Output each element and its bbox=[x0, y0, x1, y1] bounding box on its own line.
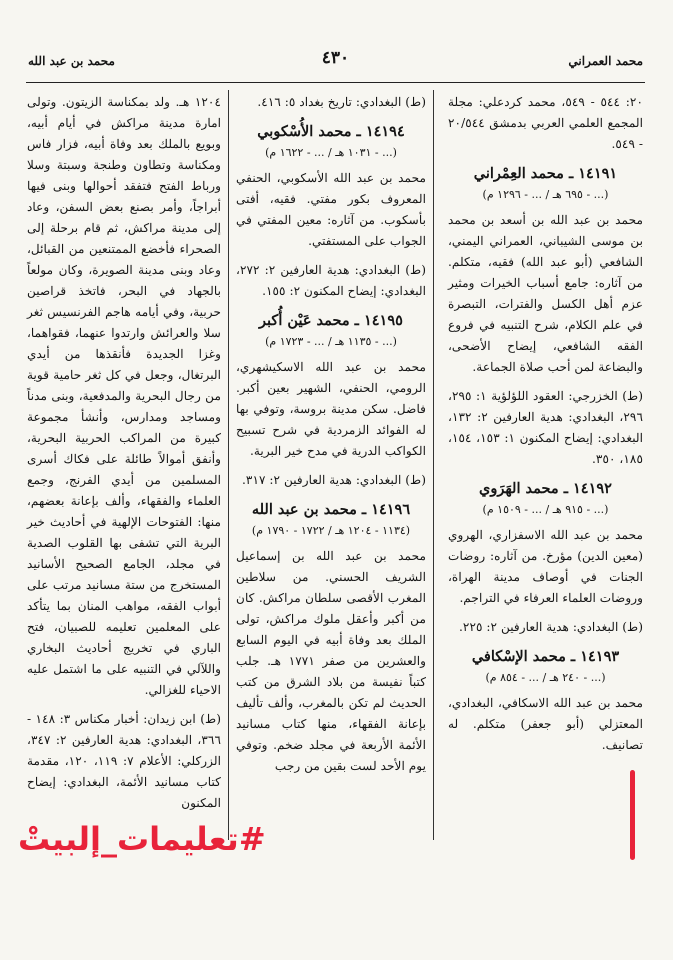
entry-14192 bbox=[448, 478, 643, 638]
entry-dates: (... - ١٠٣١ هـ / ... - ١٦٢٢ م) bbox=[265, 146, 397, 159]
entry-references: (ط) البغدادي: هدية العارفين ٢: ٢٢٥. bbox=[459, 620, 643, 634]
entry-14194 bbox=[236, 121, 426, 302]
entry-references: (ط) البغدادي: هدية العارفين ٢: ٢٧٢، البغدادي: إيضاح المكنون ٢: ١٥٥. bbox=[236, 263, 426, 298]
entry-references: (ط) الخزرجي: العقود اللؤلؤية ١: ٢٩٥، ٢٩٦، البغدادي: هدية العارفين ٢: ١٣٢، البغدادي: إيضاح المكنون ١: ١٥٣، ١٥٤، ١٨٥، ٣٥٠. bbox=[448, 389, 644, 466]
entry-body: محمد بن عبد الله بن أسعد بن محمد بن موسى الشيباني، العمراني اليمني، الشافعي (أبو عبد الله) فقيه، متكلم. من آثاره: جامع أسباب الخيرات ومثير عزم أهل الكسل والفترات، التبصرة في علم الكلام، شرح التنبيه في فروع الفقه الشافعي، إيضاح الأضحى، والبضاعة لمن أحب صلاة الجماعة. bbox=[448, 213, 643, 374]
entry-dates: (... - ٩١٥ هـ / ... - ١٥٠٩ م) bbox=[482, 503, 609, 516]
column-divider-right bbox=[433, 90, 434, 840]
entry-body: محمد بن عبد الله الاسكافي، البغدادي، المعتزلي (أبو جعفر) متكلم. له تصانيف. bbox=[448, 696, 643, 752]
page-header bbox=[28, 46, 643, 74]
entry-14196-continued-body: ١٢٠٤ هـ. ولد بمكناسة الزيتون. وتولى امارة مدينة مراكش في أيام أبيه، وبويع بالملك بعد وفاة أبيه، فزار فاس ومكناسة وتطاون وطنجة وسبتة وسلا ورباط الفتح فتفقد أحوالها وبنى فيها أبراجاً، وأمر بصنع بعض السفن، وعاد إلى مدينة مراكش، ثم قام برحلة إلى الصحراء فأخضع الممتنعين من القبائل، وعاد وبنى مدينة الصويرة، وكان مولعاً بالجهاد في البحر، فاتخذ قراصين حربية، وفي أيامه هاجم الفرنسيس ثغر سلا والعرائش وارتدوا عنهما، فقواهما، وغزا الجديدة فأنقذها من أيدي البرتغال، وجعل في كل ثغر حامية قوية من رجال البحرية والمدفعية، وبنى مدناً ومساجد ومدارس، وأنشأ مجموعة كبيرة من المراكب الحربية البحرية، وأنفق أموالاً طائلة على فكاك أسرى المسلمين من أيدي الفرنج، وجمع العلماء والفقهاء، وألف بإعانة بعضهم، منها: الفتوحات الإلهية في أحاديث خير البرية التي تشفى بها القلوب الصدية في مجلد، الجامع الصحيح الأسانيد المستخرج من ستة مسانيد مرتب على أبواب الفقه، مواهب المنان بما يتأكد على المعلمين تعليمه للصبيان، فتح الباري في تخريج أحاديث البخاري واللآلي في التنبيه على ما اشتمل عليه الاحياء للغزالي. bbox=[27, 95, 221, 697]
entry-body: محمد بن عبد الله الاسفزاري، الهروي (معين الدين) مؤرخ. من آثاره: روضات الجنات في أوصاف مدينة الهراة، وروضات العلماء العرفاء في التراجم. bbox=[448, 528, 643, 605]
hashtag-watermark: #تعليمات_إلبيتْ bbox=[18, 820, 266, 858]
entry-title: ١٤١٩٤ ـ محمد الأُسْكوبي bbox=[257, 123, 405, 140]
entry-title: ١٤١٩٣ ـ محمد الإسْكافي bbox=[471, 648, 620, 665]
entry-dates: (... - ٢٤٠ هـ / ... - ٨٥٤ م) bbox=[485, 671, 606, 684]
entry-title: ١٤١٩٢ ـ محمد الهَرَوي bbox=[479, 480, 612, 497]
continued-reference: (ط) البغدادي: تاريخ بغداد ٥: ٤١٦. bbox=[257, 95, 426, 109]
header-rule bbox=[26, 82, 645, 83]
entry-title: ١٤١٩٦ ـ محمد بن عبد الله bbox=[251, 501, 411, 518]
entry-dates: (... - ٦٩٥ هـ / ... - ١٢٩٦ م) bbox=[482, 188, 609, 201]
entry-14193 bbox=[448, 646, 643, 756]
entry-references: (ط) ابن زيدان: أخبار مكناس ٣: ١٤٨ - ٣٦٦، البغدادي: هدية العارفين ٢: ٣٤٧، الزركلي: الأعلام ٧: ١١٩، ١٢٠، مقدمة كتاب مسانيد الأئمة، البغدادي: إيضاح المكنون bbox=[27, 712, 222, 810]
running-head-right: محمد العمراني bbox=[568, 54, 643, 68]
column-divider-left bbox=[228, 90, 229, 840]
entry-14196 bbox=[236, 499, 426, 777]
column-left bbox=[27, 92, 221, 822]
entry-14191 bbox=[448, 163, 643, 470]
column-right bbox=[448, 92, 643, 764]
entry-title: ١٤١٩٥ ـ محمد عَيْن أُكبر bbox=[259, 312, 403, 329]
continued-reference: ٢٠: ٥٤٤ - ٥٤٩، محمد كردعلي: مجلة المجمع العلمي العربي بدمشق ٢٠/٥٤٤ - ٥٤٩. bbox=[448, 95, 643, 151]
entry-dates: (١١٣٤ - ١٢٠٤ هـ / ١٧٢٢ - ١٧٩٠ م) bbox=[251, 524, 411, 537]
entry-references: (ط) البغدادي: هدية العارفين ٢: ٣١٧. bbox=[242, 473, 426, 487]
entry-body: محمد بن عبد الله الاسكيشهري، الرومي، الحنفي، الشهير بعين أكبر. فاضل. سكن مدينة بروسة، وتوفي بها له الفوائد الزمردية في شرح تسبيح الكواكب الدرية في مدح خير البرية. bbox=[236, 360, 426, 458]
red-marker-line bbox=[630, 770, 635, 860]
running-head-left: محمد بن عبد الله bbox=[28, 54, 115, 68]
entry-body: محمد بن عبد الله الأسكوبي، الحنفي المعروف بكور مفتي. فقيه، أفتى بأسكوب. من آثاره: معين المفتي في الجواب على المستفتي. bbox=[236, 171, 426, 248]
entry-dates: (... - ١١٣٥ هـ / ... - ١٧٢٣ م) bbox=[265, 335, 397, 348]
entry-title: ١٤١٩١ ـ محمد العِمْراني bbox=[473, 165, 618, 182]
page-number: ٤٣٠ bbox=[321, 48, 350, 68]
entry-14195 bbox=[236, 310, 426, 491]
entry-body: محمد بن عبد الله بن إسماعيل الشريف الحسني. من سلاطين المغرب الأقصى سلطان مراكش. كان من أكبر وأعقل ملوك مراكش، تولى الملك بعد وفاة أبيه في اليوم السابع والعشرين من صفر ١٧٧١ هـ. جلب كتباً نفيسة من بلاد الشرق من كتب الحديث لم تكن بالمغرب، وألف تأليف بإعانة الفقهاء، منها كتاب مسانيد الأئمة الأربعة في مجلد ضخم. وتوفي يوم الأحد لست بقين من رجب bbox=[236, 549, 426, 773]
column-middle bbox=[236, 92, 426, 785]
